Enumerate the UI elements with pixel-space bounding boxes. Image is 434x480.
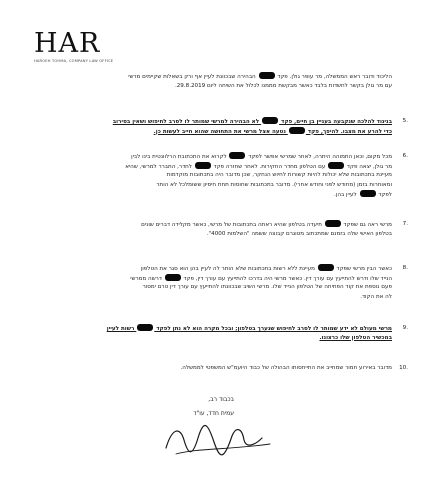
intro-line: הליכוד ודובר ראש הממשלה, מר עופר גולן. פקד הבהירה שבכוונת לעיין אף ורק בשאלות שקיימים מרשי [128, 74, 392, 80]
redaction-mark [195, 162, 211, 169]
firm-logo-subtitle: HAROEH TOHMA, COMPANY LAW OFFICE [34, 59, 114, 63]
paragraph-line: כדי להרע את מצבו. להיפך, פקד נטעה אצל מרשי את התחושה שהוא חייב לעשות כן. [153, 128, 392, 135]
redaction-mark [165, 274, 181, 281]
paragraph-line: מרשי ראה גם שפקד תיעדה בטלפון שהיא ראתה בתכתובות של מרשי, כאשר מקלידה דברים שונים [141, 222, 392, 228]
paragraph-7 [34, 220, 392, 239]
paragraph-number: 9. [402, 325, 408, 331]
redaction-mark [360, 190, 376, 197]
paragraph-line: מכל מקום, וכאן התמוהה היתרה, לאחר שמרשי אפשר לפקד לקרוא את התכתובת הרלוונטית בינו לבין [131, 154, 392, 160]
paragraph-line: פעם נוספת את קוד הפתיחה של הטלפון הנייד שלו. מרשי השיב שבכוונתו להתייעץ עם עורך דין טרם ימסור [142, 284, 392, 291]
redaction-mark [262, 117, 278, 124]
paragraph-number: 6. [402, 153, 408, 159]
paragraph-line: לפקד לעיין בהן. [334, 192, 392, 199]
paragraph-10 [34, 364, 392, 374]
closing-regards: בכבוד רב, [208, 396, 234, 403]
paragraph-line: לה את הקוד. [360, 293, 392, 300]
paragraph-9 [34, 324, 392, 343]
redaction-mark [289, 127, 305, 134]
paragraph-number: 10. [399, 365, 408, 371]
paragraph-number: 7. [402, 221, 408, 227]
redaction-mark [318, 264, 334, 271]
redaction-mark [229, 152, 245, 159]
handwritten-signature [158, 418, 278, 464]
paragraph-line: במכשיר הטלפון שלו כרצונו. [319, 334, 392, 341]
paragraph-line: מר גולן, יצאה פקד עם הטלפון מחדר החקירות. לאחר שחזרה פקד לחדר, התברר למרשי, שהיא [125, 163, 392, 170]
paragraph-8 [34, 264, 392, 302]
paragraph-line: מדובר באירוע חמור שמחייב את התייחסותו הבהולה של כבוד היועמ"ש המשפטי לממשלה. [180, 365, 392, 371]
paragraph-line: מרשי מעולם לא ידע שמותר לו לסרב לחיפוש שנערך בטלפון; ובכל מקרה הוא לא נתן לפקד רשות לעיין [106, 326, 392, 332]
paragraph-number: 8. [402, 265, 408, 271]
paragraph-line: מעיינת בתכתובות שלא יכולות להיות קשורות לחיוש הנחקר, שכן מדובר היה בתכתובות מוקדמות [166, 172, 392, 179]
paragraph-line: ומאוחרות בזמן (מחודש לפני וחודש אחרי). מדובר בתכתובות שחוסות תחת חיסיון ששומלכל לא הותר [156, 181, 392, 188]
firm-logo: HAR [34, 28, 101, 59]
redaction-mark [325, 220, 341, 227]
paragraph-5 [34, 117, 392, 136]
intro-line: עם מר גולן בקשר לחשדות בלבד כאשר מבקשת מממנו לכלול את השיחה ליום 29.8.2019. [174, 82, 392, 89]
redaction-mark [328, 162, 344, 169]
paragraph-number: 5. [402, 118, 408, 124]
paragraph-6 [34, 152, 392, 200]
signer-name: עמית חדד, עו"ד [193, 410, 234, 417]
intro-paragraph [34, 72, 392, 91]
paragraph-line: בניגוד להלכה שנקבעה בעניין בן חיים, פקד לא הבהירה למרשי שמותר לו לסרב לחיפוש ושאין בסירוב [112, 119, 392, 125]
paragraph-line: בטלפון האישי שלה בזמנם שמתכתוב מטוגרם קבוצה ששמה "השלמות 4000". [206, 230, 392, 237]
paragraph-line: הנייד שלו ודרש להתייעץ עם עורך דין. כאשר מרשי היה בדרכו להתייעץ עם עורך דין, פקד דרשה ממרשי [130, 275, 392, 282]
paragraph-line: כאשר הבין מרשי שפקד מעיינת ללא רשות בתכתובות שלא הותר לה לעיין בהן הוא סגר את הטלפון [140, 266, 392, 272]
redaction-mark [259, 72, 275, 79]
redaction-mark [137, 324, 153, 331]
